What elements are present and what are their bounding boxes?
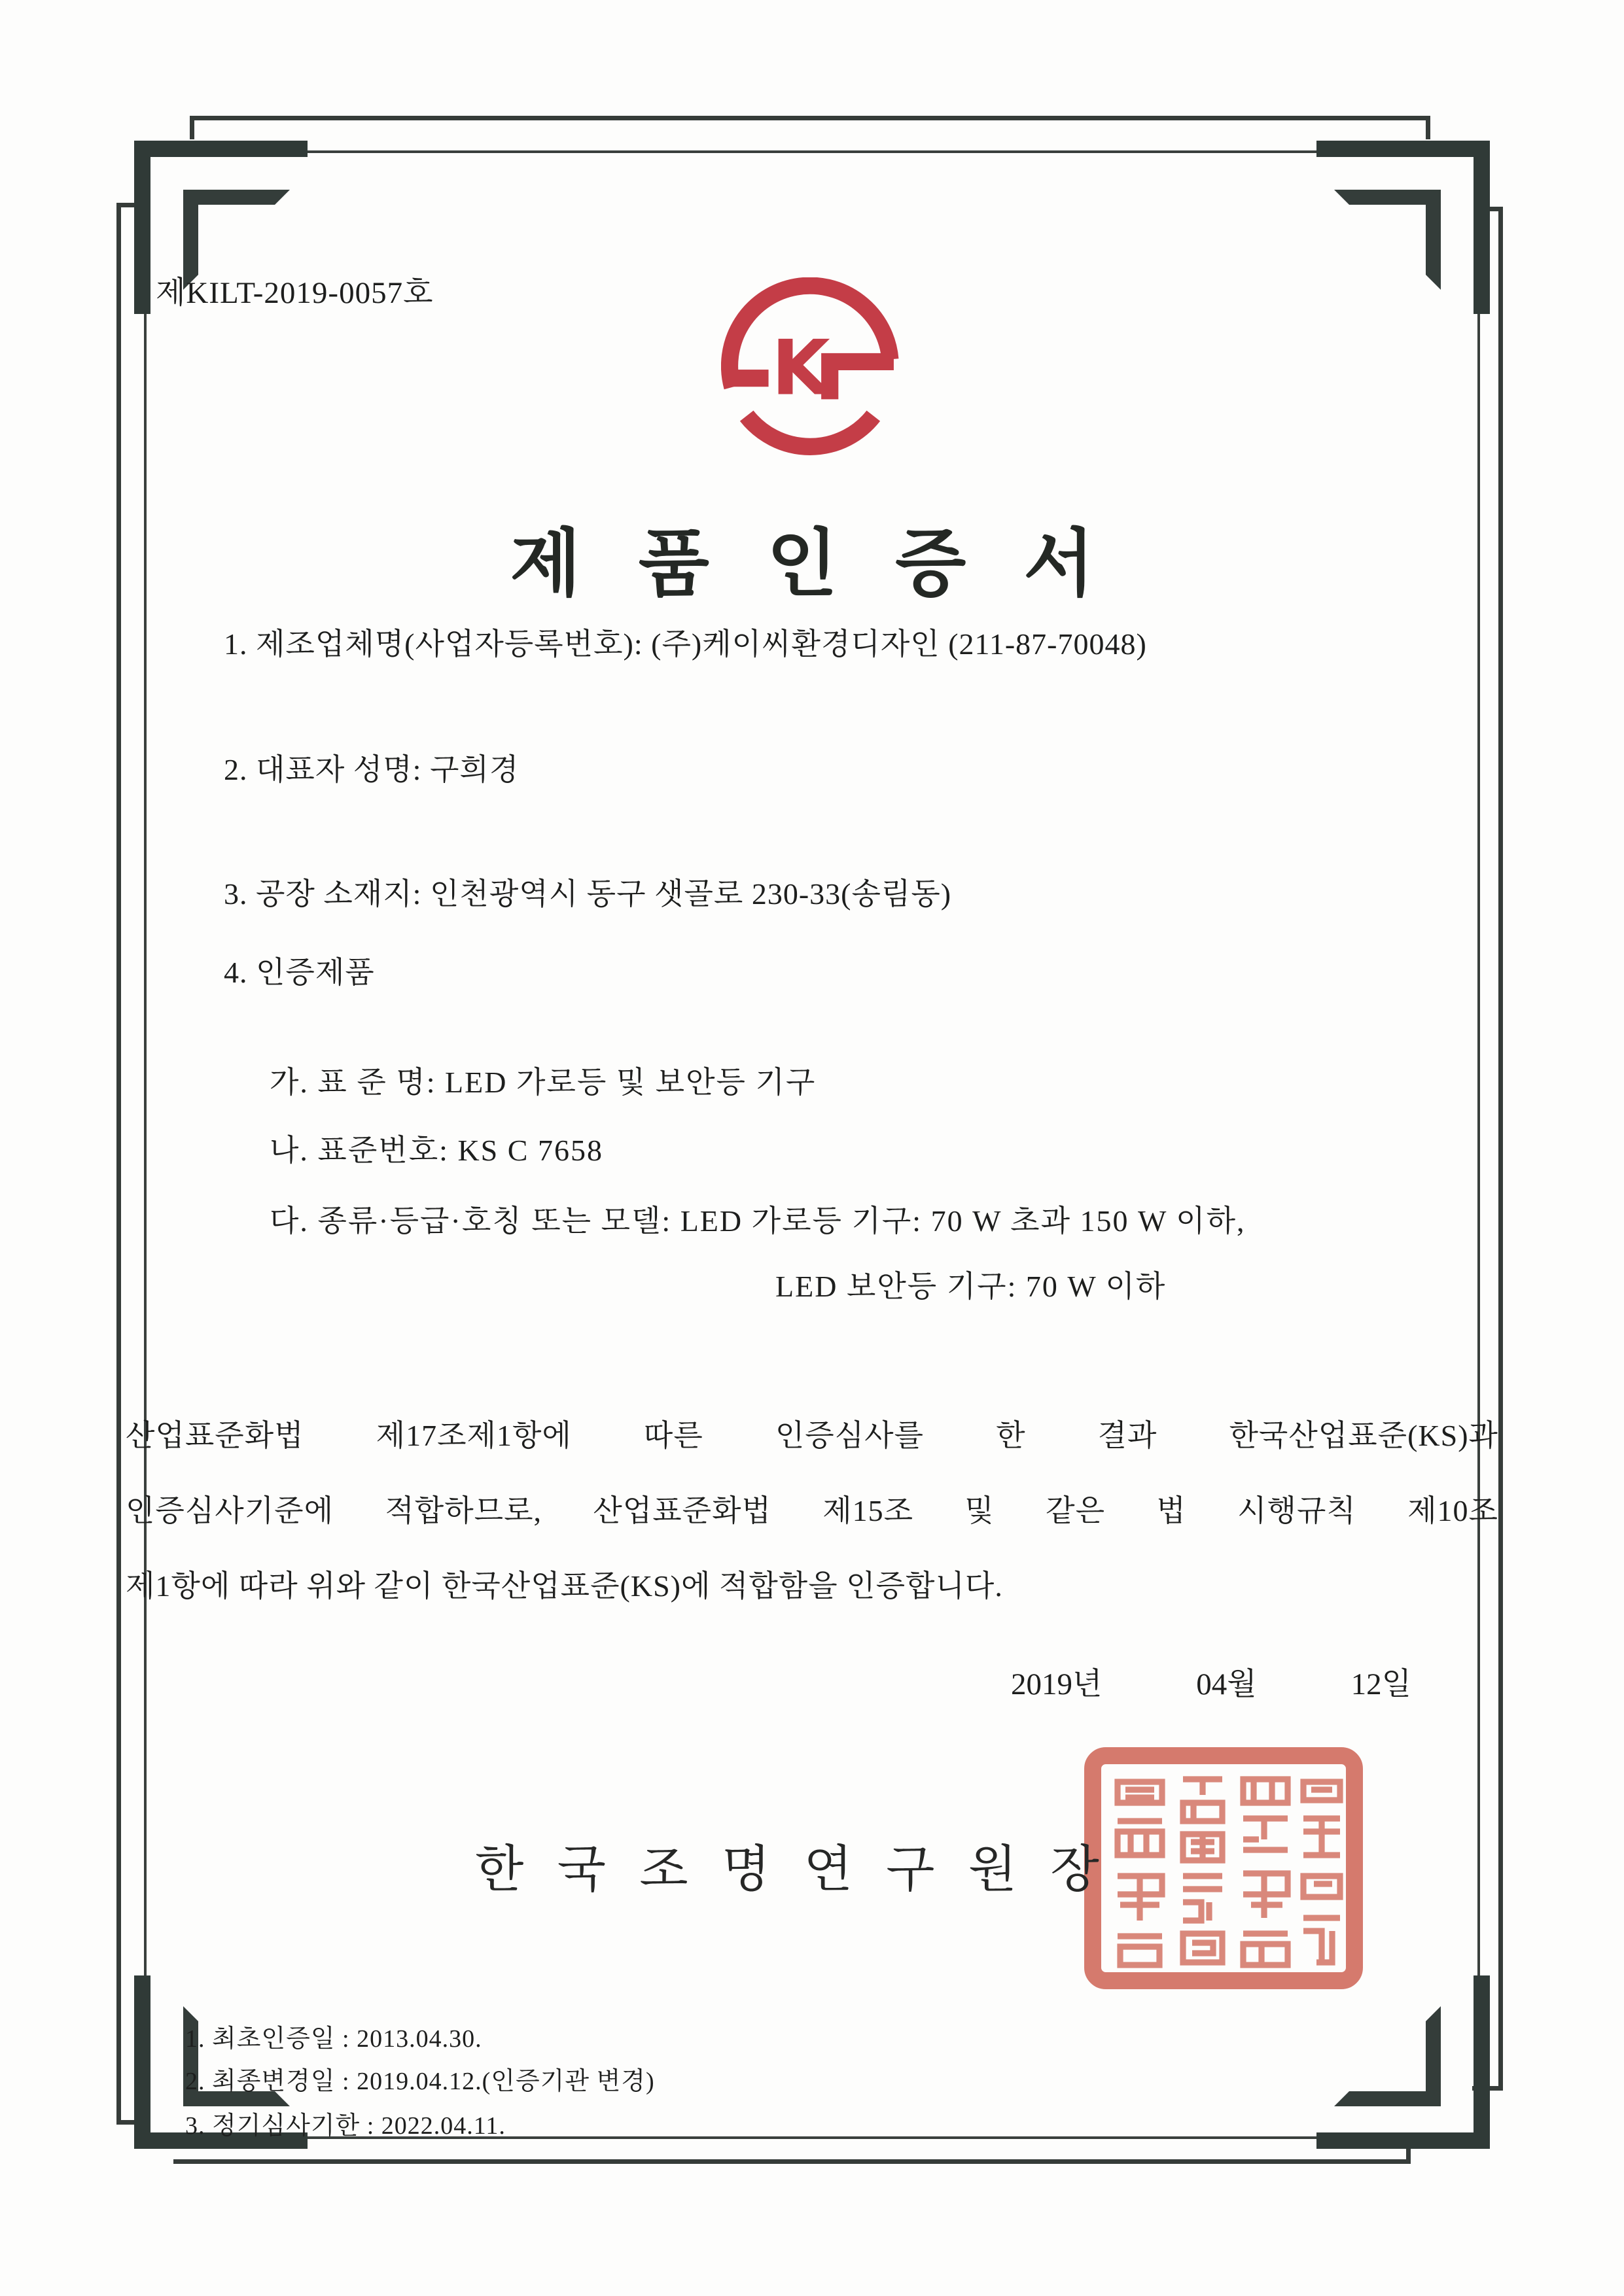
- footnote-periodic-audit-deadline: 3. 정기심사기한 : 2022.04.11.: [185, 2112, 506, 2140]
- ks-logo-letter: K: [771, 324, 830, 413]
- footnote-last-change-date: 2. 최종변경일 : 2019.04.12.(인증기관 변경): [185, 2068, 655, 2095]
- statement-line-3: 제1항에 따라 위와 같이 한국산업표준(KS)에 적합함을 인증합니다.: [126, 1569, 1003, 1603]
- issue-date-month: 04월: [1196, 1667, 1257, 1701]
- institute-seal-stamp: [1081, 1745, 1366, 1991]
- certificate-title: 제 품 인 증 서: [510, 524, 1114, 605]
- document-number: 제KILT-2019-0057호: [156, 276, 434, 310]
- item-manufacturer: 1. 제조업체명(사업자등록번호): (주)케이씨환경디자인 (211-87-70048): [224, 627, 1147, 661]
- issue-date: [1011, 1660, 1411, 1703]
- issuer-name: 한 국 조 명 연 구 원 장: [475, 1841, 1108, 1898]
- footnote-first-certification-date: 1. 최초인증일 : 2013.04.30.: [185, 2025, 482, 2053]
- issue-date-day: 12일: [1350, 1667, 1411, 1701]
- product-standard-name: 가. 표 준 명: LED 가로등 및 보안등 기구: [270, 1066, 817, 1099]
- ks-mark-logo: [721, 277, 899, 455]
- statement-line-2: 인증심사기준에 적합하므로, 산업표준화법 제15조 및 같은 법 시행규칙 제10조: [126, 1494, 1498, 1527]
- issue-date-year: 2019년: [1011, 1667, 1103, 1701]
- statement-line-1: 산업표준화법 제17조제1항에 따른 인증심사를 한 결과 한국산업표준(KS)과: [126, 1419, 1498, 1452]
- item-factory-location: 3. 공장 소재지: 인천광역시 동구 샛골로 230-33(송림동): [224, 877, 952, 911]
- item-certified-product: 4. 인증제품: [224, 956, 375, 989]
- item-representative: 2. 대표자 성명: 구희경: [224, 753, 520, 786]
- product-model-line2: LED 보안등 기구: 70 W 이하: [775, 1270, 1167, 1303]
- product-model-line1: 다. 종류·등급·호칭 또는 모델: LED 가로등 기구: 70 W 초과 150 W 이하,: [270, 1204, 1246, 1238]
- product-standard-number: 나. 표준번호: KS C 7658: [270, 1134, 603, 1167]
